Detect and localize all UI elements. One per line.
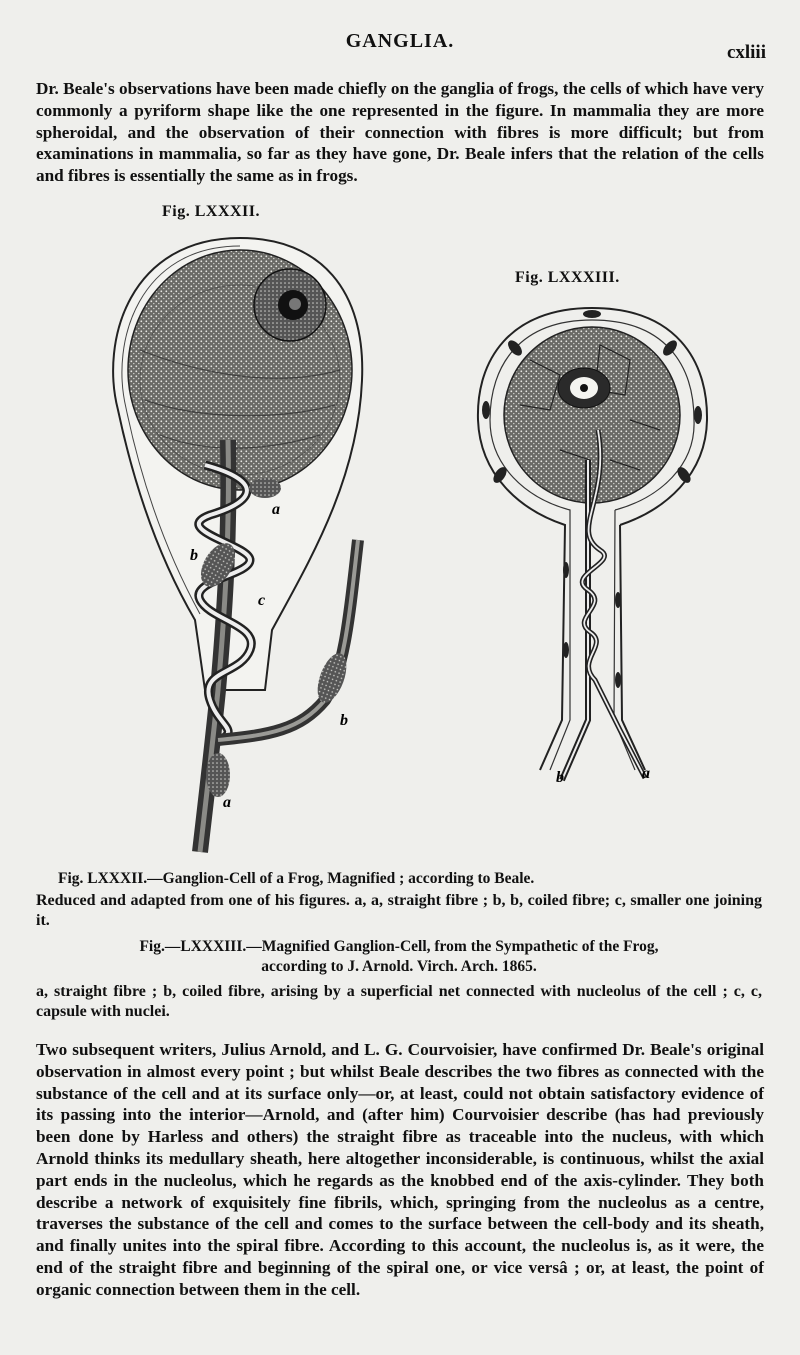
running-head: GANGLIA. <box>345 30 455 52</box>
figure-83-caption-line1: Fig.—LXXXIII.—Magnified Ganglion-Cell, from the Sympathetic of the Frog, <box>139 938 659 955</box>
intro-paragraph: Dr. Beale's observations have been made chiefly on the ganglia of frogs, the cells of which have very commonly a pyriform shape like the one represented in the figure. In mammalia they are more spheroidal, and the observation of their connection with fibres is more difficult; but from examinations in mammalia, so far as they have gone, Dr. Beale infers that the relation of the cells and fibres is essentially the same as in frogs. <box>36 79 764 186</box>
figure-82-caption-body: Reduced and adapted from one of his figures. a, a, straight fibre ; b, b, coiled fibre; c, smaller one joining it. <box>36 892 762 929</box>
figure-82-caption-title: Fig. LXXXII.—Ganglion-Cell of a Frog, Magnified ; according to Beale. <box>58 870 535 887</box>
figure-82-label: Fig. LXXXII. <box>162 203 261 220</box>
label-b-83: b <box>556 769 564 786</box>
closing-paragraph: Two subsequent writers, Julius Arnold, and L. G. Courvoisier, have confirmed Dr. Beale's original observation in almost every point ; but whilst Beale describes the two fibres as connected with the substance of the cell and at its surface only—or, at least, could not obtain satisfactory evidence of its passing into the interior—Arnold, and (after him) Courvoisier describe (has had previously been done by Harless and others) the straight fibre as traceable into the nucleus, with which Arnold thinks its medullary sheath, here altogether inconsiderable, is continuous, whilst the axial part ends in the nucleolus, which he regards as the knobbed end of the axis-cylinder. They both describe a network of exquisitely fine fibrils, which, springing from the nucleolus as a centre, traverses the substance of the cell and comes to the surface between the cell-body and its sheath, and finally unites into the spiral fibre. According to this account, the nucleolus is, as it were, the end of the straight fibre and beginning of the spiral one, or vice versâ ; or, at least, the point of organic connection between them in the cell. <box>36 1040 764 1299</box>
figure-83-caption-line2: according to J. Arnold. Virch. Arch. 1865. <box>261 958 537 975</box>
label-a-lower: a <box>223 794 231 811</box>
label-c: c <box>258 592 266 609</box>
figure-83-illustration <box>470 300 715 790</box>
label-b-right: b <box>340 712 348 729</box>
cell-body-83 <box>504 327 680 503</box>
label-a-upper: a <box>272 501 280 518</box>
figure-83-label: Fig. LXXXIII. <box>515 269 620 286</box>
label-a-83: a <box>642 765 650 782</box>
label-b-left: b <box>190 547 198 564</box>
figure-83-caption-title <box>36 937 762 977</box>
figure-82-illustration <box>100 230 380 855</box>
page-number: cxliii <box>726 42 766 63</box>
figure-83-caption-body: a, straight fibre ; b, coiled fibre, arising by a superficial net connected with nucleolus of the cell ; c, c, capsule with nuclei. <box>36 983 762 1020</box>
